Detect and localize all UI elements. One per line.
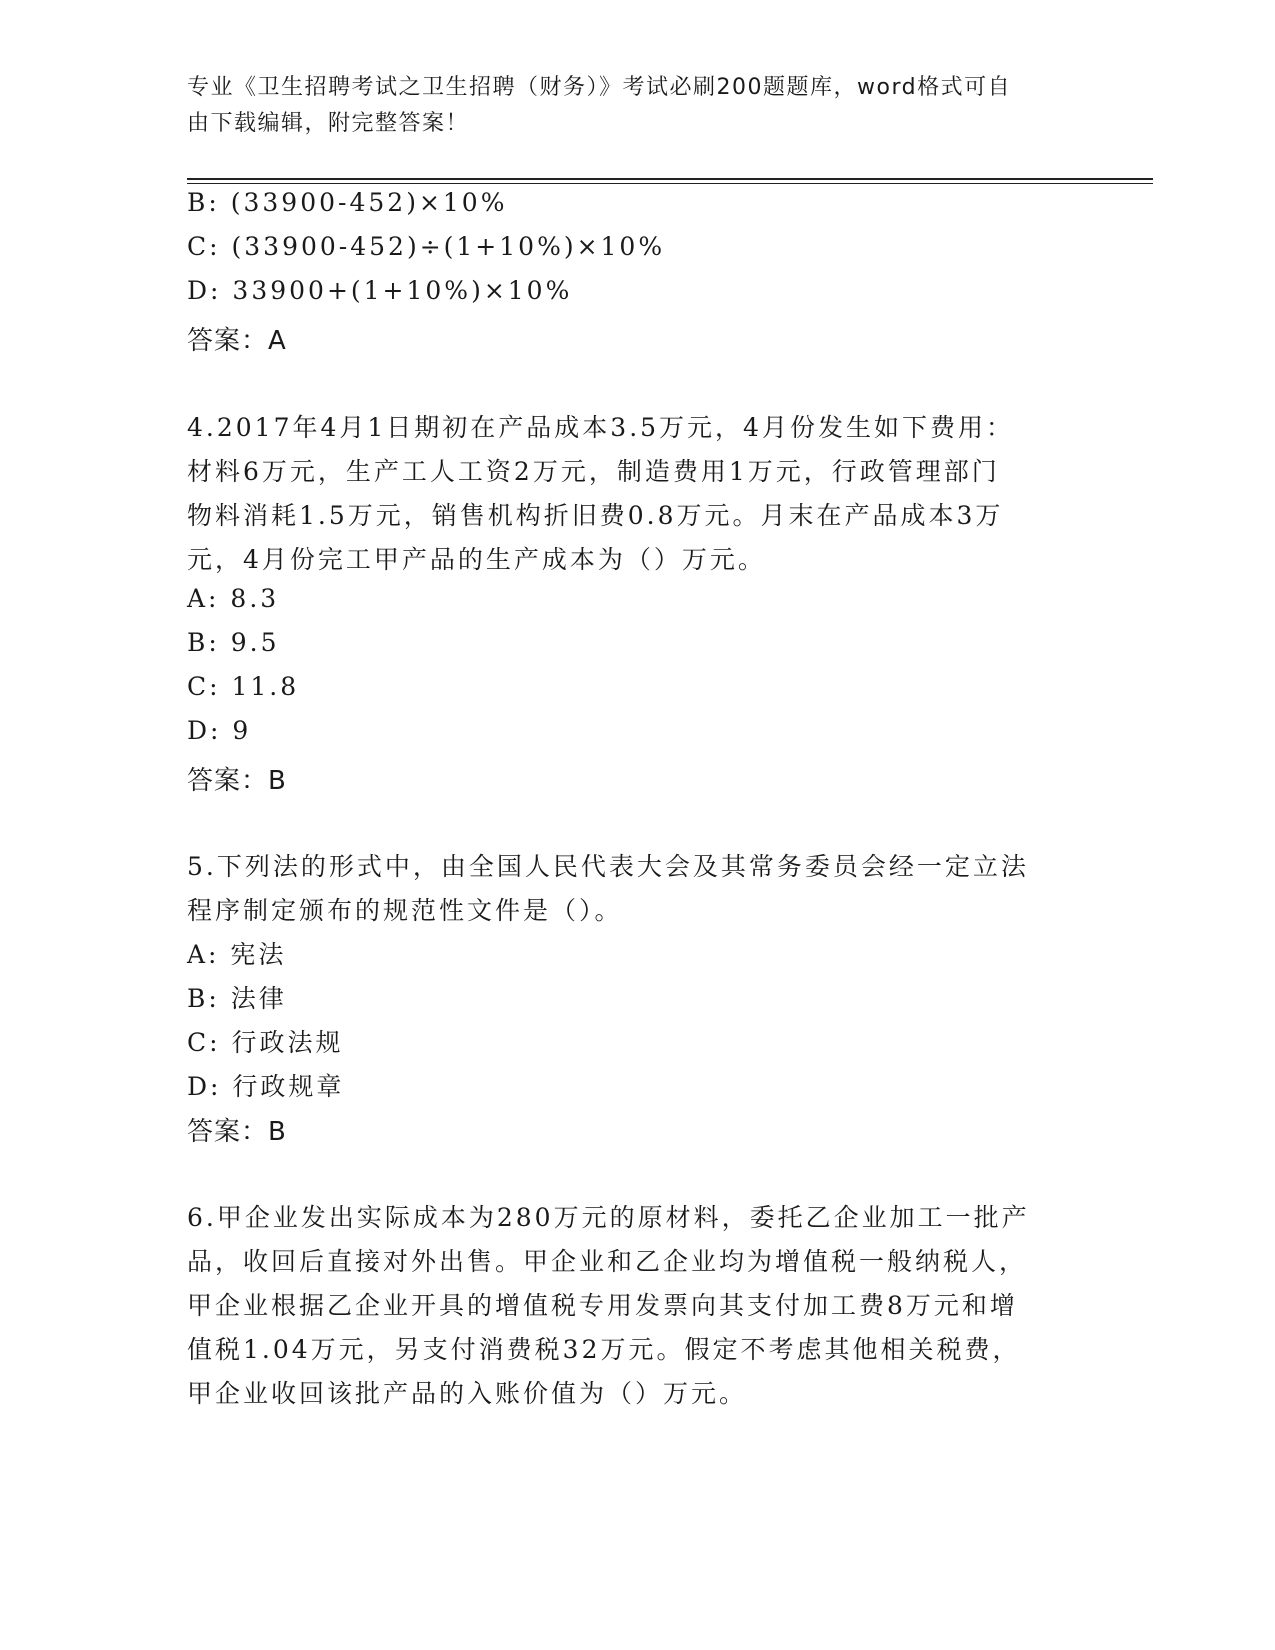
- q4-stem-line: 材料6万元，生产工人工资2万元，制造费用1万元，行政管理部门: [187, 457, 1000, 486]
- header-line-2: 由下载编辑，附完整答案！: [187, 111, 470, 136]
- q5-option-d: D: 行政规章: [187, 1072, 345, 1101]
- q5-stem-line: 程序制定颁布的规范性文件是（）。: [187, 896, 623, 925]
- q3-option-d: D: 33900+(1+10%)×10%: [187, 276, 573, 305]
- q5-option-b: B: 法律: [187, 984, 287, 1013]
- q6-stem-line: 值税1.04万元，另支付消费税32万元。假定不考虑其他相关税费，: [187, 1335, 1021, 1364]
- header-divider-thick: [187, 178, 1153, 180]
- header-divider-thin: [187, 183, 1153, 184]
- q4-stem-line: 4.2017年4月1日期初在产品成本3.5万元，4月份发生如下费用：: [187, 413, 1014, 442]
- q4-option-c: C: 11.8: [187, 672, 300, 701]
- q5-answer: 答案：B: [187, 1117, 287, 1147]
- q3-option-b: B: (33900-452)×10%: [187, 188, 508, 217]
- q5-stem-line: 5.下列法的形式中，由全国人民代表大会及其常务委员会经一定立法: [187, 852, 1029, 881]
- q4-stem-line: 元，4月份完工甲产品的生产成本为（）万元。: [187, 545, 766, 574]
- q6-stem-line: 品，收回后直接对外出售。甲企业和乙企业均为增值税一般纳税人，: [187, 1247, 1028, 1276]
- q3-answer: 答案：A: [187, 326, 287, 356]
- q3-option-c: C: (33900-452)÷(1+10%)×10%: [187, 232, 666, 261]
- q6-stem-line: 6.甲企业发出实际成本为280万元的原材料，委托乙企业加工一批产: [187, 1203, 1030, 1232]
- q4-option-d: D: 9: [187, 716, 252, 745]
- q6-stem-line: 甲企业收回该批产品的入账价值为（）万元。: [187, 1379, 748, 1408]
- document-header: [187, 70, 1067, 142]
- q4-option-a: A: 8.3: [187, 584, 280, 613]
- header-line-1: 专业《卫生招聘考试之卫生招聘（财务）》考试必刷200题题库，word格式可自: [187, 75, 1012, 100]
- q4-option-b: B: 9.5: [187, 628, 280, 657]
- q5-option-c: C: 行政法规: [187, 1028, 344, 1057]
- q4-answer: 答案：B: [187, 766, 287, 796]
- q4-stem-line: 物料消耗1.5万元，销售机构折旧费0.8万元。月末在产品成本3万: [187, 501, 1004, 530]
- q6-stem-line: 甲企业根据乙企业开具的增值税专用发票向其支付加工费8万元和增: [187, 1291, 1018, 1320]
- q5-option-a: A: 宪法: [187, 940, 287, 969]
